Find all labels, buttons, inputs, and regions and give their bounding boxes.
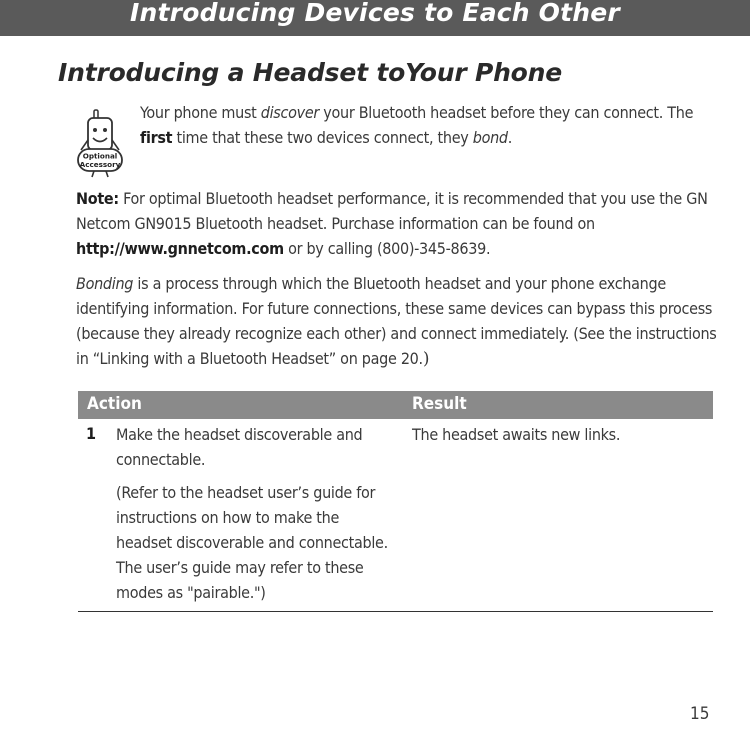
note-label: Note: xyxy=(76,189,119,208)
note-paragraph: Note: For optimal Bluetooth headset performance, it is recommended that you use the GN Netcom GN9015 Bluetooth headset. Purchase information can be found on http://www.gnnetcom.com or by calling (800)-345-8639. xyxy=(76,189,708,258)
column-header-action: Action xyxy=(87,394,142,414)
page-heading: Introducing a Headset toYour Phone xyxy=(58,58,563,87)
page-number: 15 xyxy=(690,704,710,724)
step-action: Make the headset discoverable and connectable. xyxy=(116,425,363,469)
gnnetcom-link[interactable]: http://www.gnnetcom.com xyxy=(76,239,284,258)
step-result: The headset awaits new links. xyxy=(412,425,621,444)
header-bar xyxy=(0,0,750,36)
step-number: 1 xyxy=(86,424,97,443)
svg-text:Accessory: Accessory xyxy=(79,160,121,169)
step-action-note: (Refer to the headset user’s guide for instructions on how to make the headset discoverable and connectable. The user’s guide may refer to these modes as "pairable.") xyxy=(116,483,388,602)
column-header-result: Result xyxy=(412,394,467,414)
header-title: Introducing Devices to Each Other xyxy=(130,0,620,27)
svg-text:Optional: Optional xyxy=(82,151,118,161)
optional-accessory-icon xyxy=(76,108,124,180)
table-header xyxy=(78,391,713,419)
table-bottom-rule xyxy=(78,611,713,612)
bonding-paragraph: Bonding is a process through which the Bluetooth headset and your phone exchange identifying information. For future connections, these same devices can bypass this process (because they already recognize each other) and connect immediately. (See the instructions in “Linking with a Bluetooth Headset” on page 20.) xyxy=(76,274,717,369)
intro-paragraph: Your phone must discover your Bluetooth headset before they can connect. The first time that these two devices connect, they bond. xyxy=(140,103,694,147)
